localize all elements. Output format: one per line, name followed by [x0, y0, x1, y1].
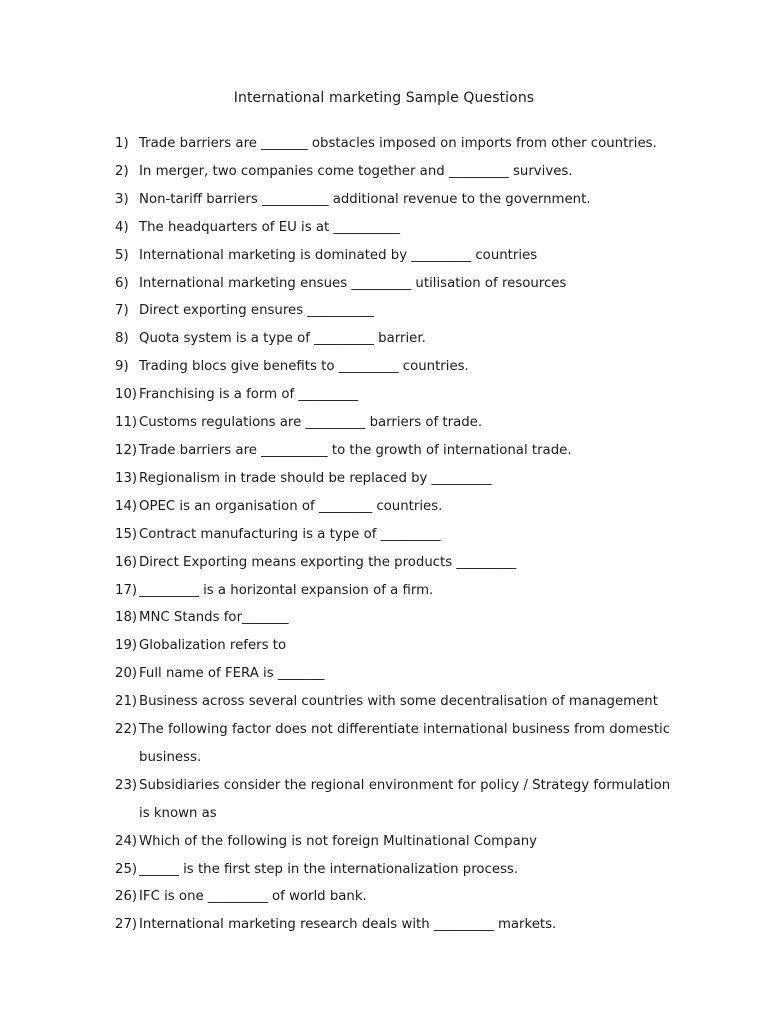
- question-number: 5): [115, 247, 129, 263]
- question-item: [115, 911, 675, 939]
- question-number: 4): [115, 219, 129, 235]
- question-item: [115, 158, 675, 186]
- question-text: Quota system is a type of _________ barrier.: [139, 331, 426, 347]
- question-number: 2): [115, 163, 129, 179]
- question-item: [115, 325, 675, 353]
- question-text: In merger, two companies come together and _________ survives.: [139, 163, 573, 179]
- question-item: [115, 688, 675, 716]
- question-text: IFC is one _________ of world bank.: [139, 889, 367, 905]
- question-text: OPEC is an organisation of ________ countries.: [139, 498, 443, 514]
- question-number: 16): [115, 554, 138, 570]
- question-text: ______ is the first step in the internationalization process.: [139, 861, 519, 877]
- question-text: Which of the following is not foreign Multinational Company: [139, 833, 538, 849]
- question-text: International marketing is dominated by _________ countries: [139, 247, 538, 263]
- question-number: 1): [115, 136, 129, 151]
- question-number: 19): [115, 638, 138, 654]
- document-title: International marketing Sample Questions: [233, 90, 535, 106]
- question-number: 23): [115, 777, 138, 793]
- question-item: [115, 772, 675, 828]
- question-item: [115, 130, 675, 158]
- question-item: [115, 577, 675, 605]
- question-list: [115, 130, 675, 939]
- question-text: Direct Exporting means exporting the products _________: [139, 554, 517, 570]
- question-text: Full name of FERA is _______: [139, 666, 325, 682]
- question-text: Business across several countries with some decentralisation of management: [139, 694, 658, 710]
- question-item: [115, 828, 675, 856]
- question-number: 10): [115, 387, 138, 403]
- question-item: [115, 186, 675, 214]
- question-number: 25): [115, 861, 138, 877]
- question-text: Non-tariff barriers __________ additional revenue to the government.: [139, 191, 591, 207]
- question-number: 13): [115, 470, 138, 486]
- question-text: Direct exporting ensures __________: [139, 303, 374, 319]
- question-number: 3): [115, 191, 129, 207]
- question-text: Regionalism in trade should be replaced by _________: [139, 470, 492, 486]
- question-item: [115, 270, 675, 298]
- question-item: [115, 716, 675, 772]
- question-item: [115, 493, 675, 521]
- question-number: 21): [115, 694, 138, 710]
- question-item: [115, 883, 675, 911]
- question-text: _________ is a horizontal expansion of a firm.: [139, 582, 434, 598]
- question-number: 22): [115, 722, 138, 738]
- question-number: 6): [115, 275, 129, 291]
- question-number: 9): [115, 359, 129, 375]
- question-text: MNC Stands for_______: [139, 610, 289, 626]
- question-item: [115, 214, 675, 242]
- question-text: Subsidiaries consider the regional environment for policy / Strategy formulation is known as: [139, 777, 671, 821]
- question-text: Trade barriers are _______ obstacles imposed on imports from other countries.: [139, 136, 657, 151]
- question-number: 7): [115, 303, 129, 319]
- question-item: [115, 353, 675, 381]
- question-number: 20): [115, 666, 138, 682]
- question-text: The following factor does not differentiate international business from domestic business.: [139, 722, 671, 765]
- question-text: Trade barriers are __________ to the growth of international trade.: [139, 442, 572, 458]
- question-item: [115, 856, 675, 884]
- question-text: Trading blocs give benefits to _________ countries.: [139, 359, 469, 375]
- question-item: [115, 437, 675, 465]
- question-number: 24): [115, 833, 138, 849]
- question-text: Franchising is a form of _________: [139, 387, 359, 403]
- question-item: [115, 465, 675, 493]
- question-number: 15): [115, 526, 138, 542]
- question-number: 26): [115, 889, 138, 905]
- question-item: [115, 409, 675, 437]
- question-item: [115, 242, 675, 270]
- question-text: International marketing ensues _________ utilisation of resources: [139, 275, 567, 291]
- question-item: [115, 297, 675, 325]
- question-number: 18): [115, 610, 138, 626]
- question-number: 17): [115, 582, 138, 598]
- question-text: Customs regulations are _________ barriers of trade.: [139, 415, 483, 431]
- question-item: [115, 660, 675, 688]
- question-item: [115, 521, 675, 549]
- question-text: Contract manufacturing is a type of _________: [139, 526, 441, 542]
- question-number: 12): [115, 442, 138, 458]
- question-item: [115, 604, 675, 632]
- question-item: [115, 381, 675, 409]
- question-item: [115, 549, 675, 577]
- question-number: 27): [115, 917, 138, 933]
- question-text: Globalization refers to: [139, 638, 287, 654]
- question-text: The headquarters of EU is at __________: [139, 219, 400, 235]
- question-number: 8): [115, 331, 129, 347]
- question-number: 14): [115, 498, 138, 514]
- question-item: [115, 632, 675, 660]
- question-number: 11): [115, 415, 138, 431]
- question-text: International marketing research deals with _________ markets.: [139, 917, 557, 933]
